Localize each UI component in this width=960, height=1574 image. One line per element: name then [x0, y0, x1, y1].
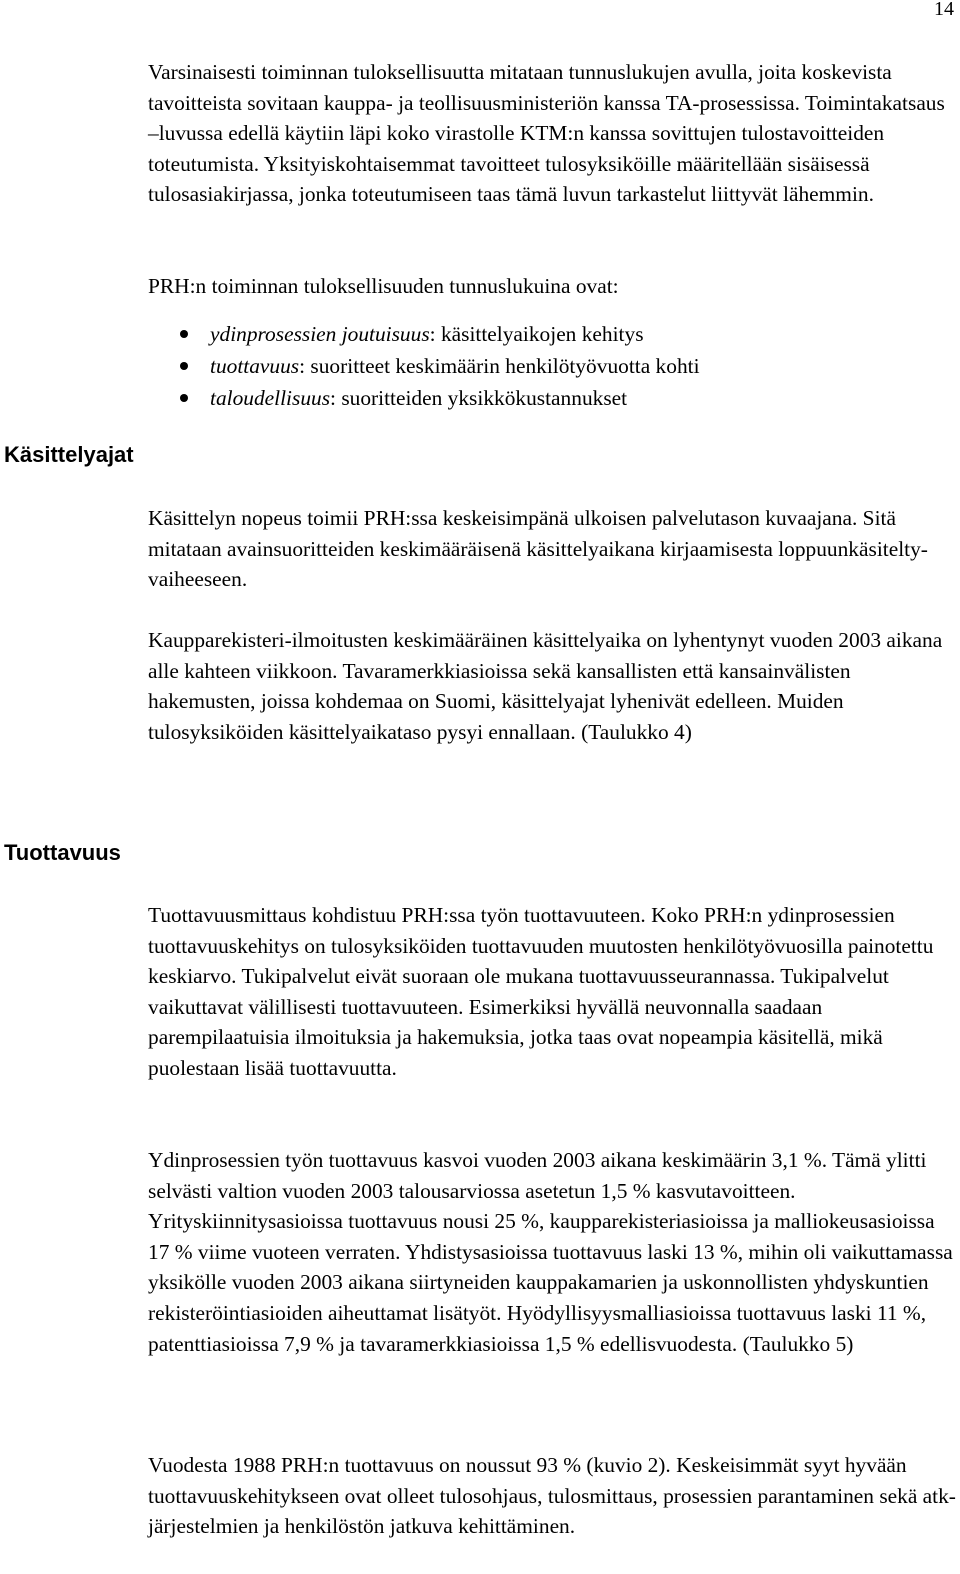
bullet-term: taloudellisuus — [210, 386, 331, 410]
intro-paragraph-2: PRH:n toiminnan tuloksellisuuden tunnuslukuina ovat: — [148, 274, 619, 298]
kasittelyajat-paragraph-2: Kaupparekisteri-ilmoitusten keskimääräinen käsittelyaika on lyhentynyt vuoden 2003 aikana alle kahteen viikkoon. Tavaramerkkiasioissa sekä kansallisten että kansainvälisten hakemusten, joissa kohdemaa on Suomi, käsittelyajat lyhenivät edelleen. Muiden tulosyksiköiden käsittelyaikataso pysyi ennallaan. (Taulukko 4) — [148, 628, 943, 744]
tuottavuus-paragraph-3: Vuodesta 1988 PRH:n tuottavuus on noussut 93 % (kuvio 2). Keskeisimmät syyt hyvään tuottavuuskehitykseen ovat olleet tulosohjaus, tulosmittaus, prosessien parantaminen sekä atk-järjestelmien ja henkilöstön jatkuva kehittäminen. — [148, 1453, 956, 1539]
bullet-term: tuottavuus — [210, 354, 300, 378]
bullet-icon — [180, 330, 188, 338]
heading-kasittelyajat: Käsittelyajat — [4, 442, 134, 467]
bullet-desc: : suoritteet keskimäärin henkilötyövuotta kohti — [299, 354, 700, 378]
bullet-term: ydinprosessien joutuisuus — [210, 322, 430, 346]
list-item — [148, 318, 956, 350]
intro-paragraph-1: Varsinaisesti toiminnan tuloksellisuutta mitataan tunnuslukujen avulla, joita koskevista tavoitteista sovitaan kauppa- ja teollisuusministeriön kanssa TA-prosessissa. Toimintakatsaus –luvussa edellä käytiin läpi koko virastolle KTM:n kanssa sovittujen tulostavoitteiden toteutumista. Yksityiskohtaisemmat tavoitteet tulosyksiköille määritellään sisäisessä tulosasiakirjassa, jonka toteutumiseen taas tämä luvun tarkastelut liittyvät lähemmin. — [148, 60, 945, 207]
bullet-desc: : suoritteiden yksikkökustannukset — [330, 386, 628, 410]
metrics-list — [148, 318, 956, 414]
tuottavuus-paragraph-1: Tuottavuusmittaus kohdistuu PRH:ssa työn tuottavuuteen. Koko PRH:n ydinprosessien tuottavuuskehitys on tulosyksiköiden tuottavuuden muutosten henkilötyövuosilla painotettu keskiarvo. Tukipalvelut eivät suoraan ole mukana tuottavuusseurannassa. Tukipalvelut vaikuttavat välillisesti tuottavuuteen. Esimerkiksi hyvällä neuvonnalla saadaan parempilaatuisia ilmoituksia ja hakemuksia, jotka taas ovat nopeampia käsitellä, mikä puolestaan lisää tuottavuutta. — [148, 903, 934, 1080]
kasittelyajat-paragraph-1: Käsittelyn nopeus toimii PRH:ssa keskeisimpänä ulkoisen palvelutason kuvaajana. Sitä mitataan avainsuoritteiden keskimääräisenä käsittelyaikana kirjaamisesta loppuunkäsitelty-vaiheeseen. — [148, 506, 928, 592]
heading-tuottavuus: Tuottavuus — [4, 840, 121, 865]
tuottavuus-paragraph-2: Ydinprosessien työn tuottavuus kasvoi vuoden 2003 aikana keskimäärin 3,1 %. Tämä ylitti selvästi valtion vuoden 2003 talousarviossa asetetun 1,5 % kasvutavoitteen. Yrityskiinnitysasioissa tuottavuus nousi 25 %, kaupparekisteriasioissa ja malliokeusasioissa 17 % viime vuoteen verraten. Yhdistysasioissa tuottavuus laski 13 %, mihin oli vaikuttamassa yksikölle vuoden 2003 aikana siirtyneiden kauppakamarien ja uskonnollisten yhdyskuntien rekisteröintiasioiden aiheuttamat lisätyöt. Hyödyllisyysmalliasioissa tuottavuus laski 11 %, patenttiasioissa 7,9 % ja tavaramerkkiasioissa 1,5 % edellisvuodesta. (Taulukko 5) — [148, 1148, 953, 1356]
bullet-desc: : käsittelyaikojen kehitys — [429, 322, 644, 346]
page-number: 14 — [934, 0, 954, 20]
bullet-icon — [180, 362, 188, 370]
list-item — [148, 350, 956, 382]
list-item — [148, 382, 956, 414]
bullet-icon — [180, 394, 188, 402]
